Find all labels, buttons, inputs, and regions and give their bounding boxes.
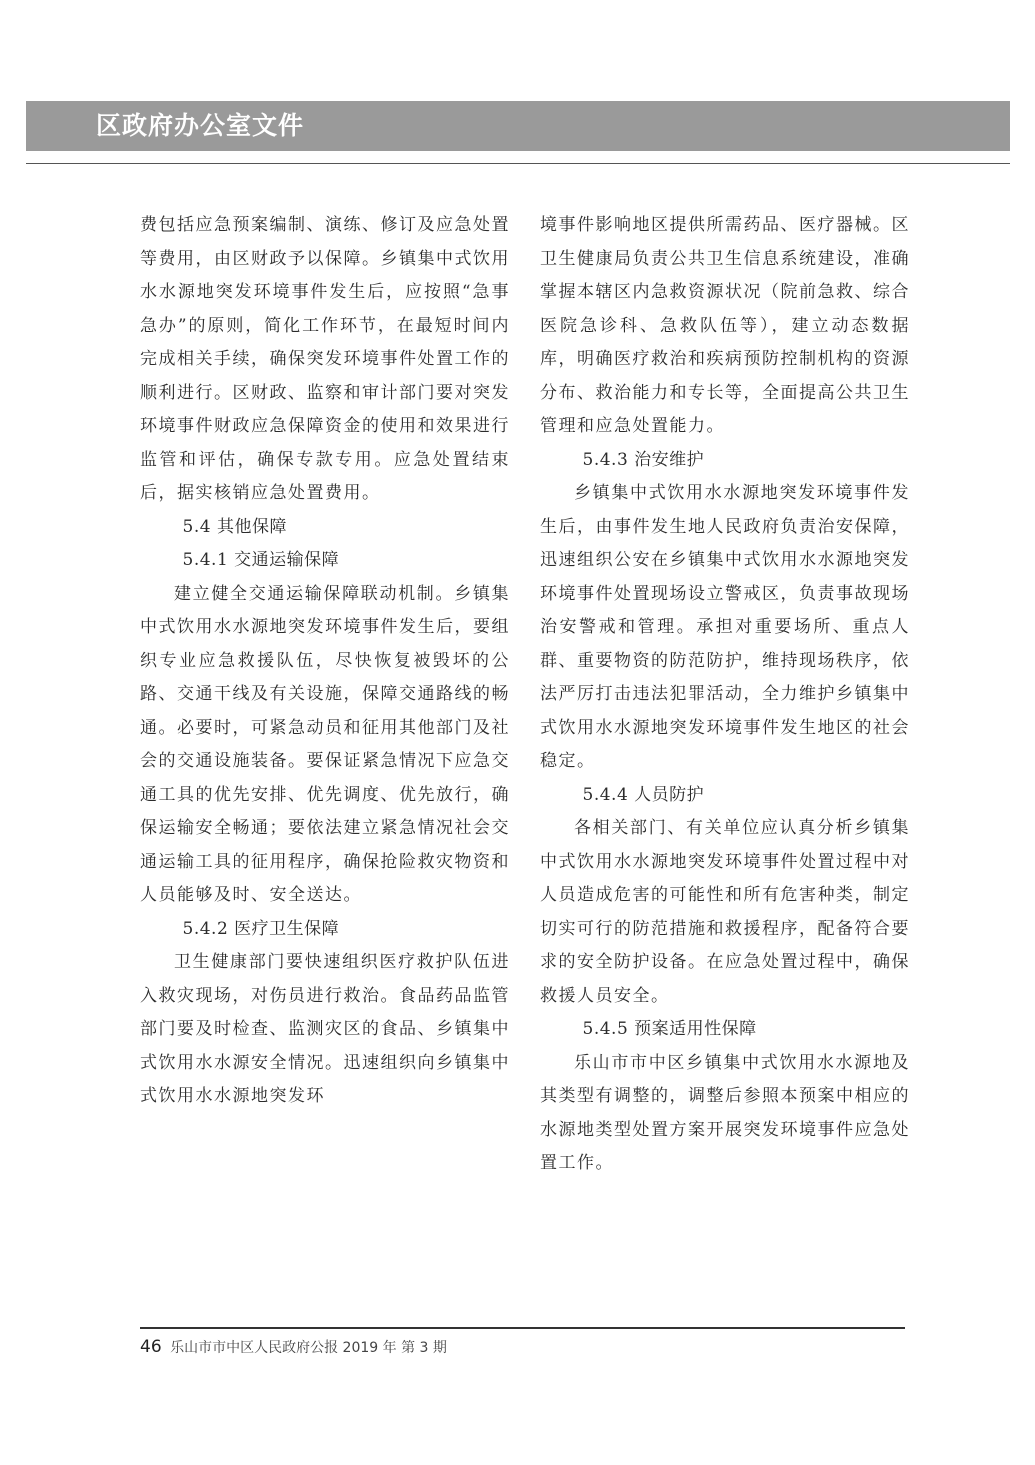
right-column	[540, 209, 910, 1181]
right-block-4: 各相关部门、有关单位应认真分析乡镇集中式饮用水水源地突发环境事件处置过程中对人员造成危害的可能性和所有危害种类，制定切实可行的防范措施和救援程序，配备符合要求的安全防护设备。在应急处置过程中，确保救援人员安全。	[540, 818, 910, 1006]
left-column	[140, 209, 510, 1114]
publication-info: 乐山市市中区人民政府公报 2019 年 第 3 期	[170, 1340, 447, 1356]
header-rule	[26, 163, 1010, 164]
left-block-1: 5.4 其他保障	[182, 516, 287, 537]
header-title: 区政府办公室文件	[96, 111, 305, 140]
header-band	[26, 101, 1010, 151]
left-block-5: 卫生健康部门要快速组织医疗救护队伍进入救灾现场，对伤员进行救治。食品药品监管部门要及时检查、监测灾区的食品、乡镇集中式饮用水水源安全情况。迅速组织向乡镇集中式饮用水水源地突发环	[140, 952, 510, 1106]
right-block-3: 5.4.4 人员防护	[582, 784, 705, 805]
left-block-3: 建立健全交通运输保障联动机制。乡镇集中式饮用水水源地突发环境事件发生后，要组织专业应急救援队伍，尽快恢复被毁坏的公路、交通干线及有关设施，保障交通路线的畅通。必要时，可紧急动员和征用其他部门及社会的交通设施装备。要保证紧急情况下应急交通工具的优先安排、优先调度、优先放行，确保运输安全畅通；要依法建立紧急情况社会交通运输工具的征用程序，确保抢险救灾物资和人员能够及时、安全送达。	[140, 583, 510, 905]
right-block-5: 5.4.5 预案适用性保障	[582, 1019, 757, 1039]
left-block-0: 费包括应急预案编制、演练、修订及应急处置等费用，由区财政予以保障。乡镇集中式饮用水水源地突发环境事件发生后，应按照“急事急办”的原则，简化工作环节，在最短时间内完成相关手续，确保突发环境事件处置工作的顺利进行。区财政、监察和审计部门要对突发环境事件财政应急保障资金的使用和效果进行监管和评估，确保专款专用。应急处置结束后，据实核销应急处置费用。	[140, 215, 510, 503]
right-block-1: 5.4.3 治安维护	[582, 449, 705, 470]
page-footer	[140, 1336, 447, 1359]
right-block-2: 乡镇集中式饮用水水源地突发环境事件发生后，由事件发生地人民政府负责治安保障，迅速组织公安在乡镇集中式饮用水水源地突发环境事件处置现场设立警戒区，负责事故现场治安警戒和管理。承担对重要场所、重点人群、重要物资的防范防护，维持现场秩序，依法严厉打击违法犯罪活动，全力维护乡镇集中式饮用水水源地突发环境事件发生地区的社会稳定。	[540, 483, 910, 771]
left-block-2: 5.4.1 交通运输保障	[182, 550, 340, 570]
right-block-0: 境事件影响地区提供所需药品、医疗器械。区卫生健康局负责公共卫生信息系统建设，准确掌握本辖区内急救资源状况（院前急救、综合医院急诊科、急救队伍等），建立动态数据库，明确医疗救治和疾病预防控制机构的资源分布、救治能力和专长等，全面提高公共卫生管理和应急处置能力。	[540, 215, 910, 436]
left-block-4: 5.4.2 医疗卫生保障	[182, 918, 340, 939]
footer-rule	[140, 1327, 905, 1329]
page-number: 46	[140, 1337, 162, 1357]
right-block-6: 乐山市市中区乡镇集中式饮用水水源地及其类型有调整的，调整后参照本预案中相应的水源地类型处置方案开展突发环境事件应急处置工作。	[540, 1052, 910, 1173]
